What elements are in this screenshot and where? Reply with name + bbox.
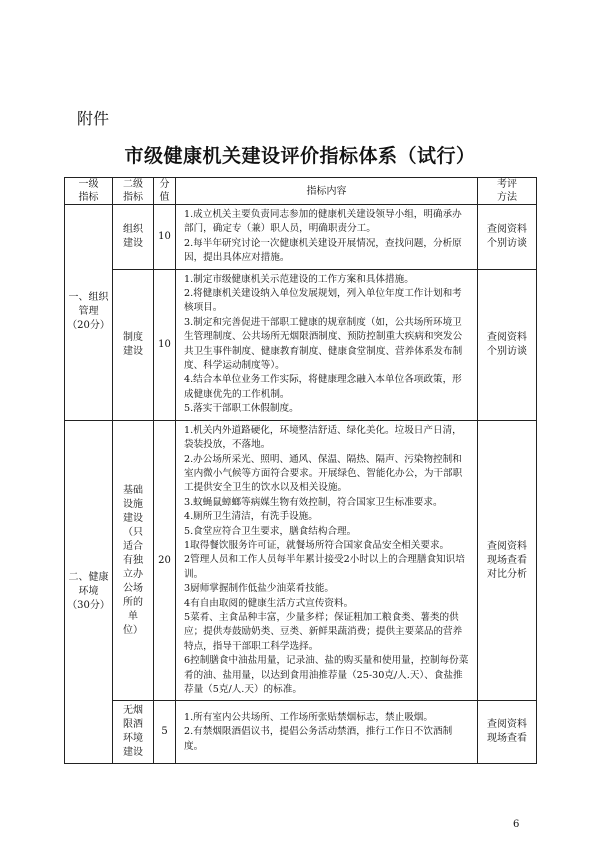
content-item: 2.将健康机关建设纳入单位发展规划，列入单位年度工作计划和考核项目。 [184, 288, 462, 314]
level2-cell: 无烟 限酒 环境 建设 [113, 701, 154, 764]
score-cell: 10 [154, 205, 176, 270]
content-item: 1.成立机关主要负责同志参加的健康机关建设领导小组，明确承办部门，确定专（兼）职人员，明确职责分工。 [184, 209, 462, 235]
content-cell [176, 420, 478, 701]
content-item: 1取得餐饮服务许可证，就餐场所符合国家食品安全相关要求。 [184, 539, 450, 551]
table-header-row [65, 178, 537, 205]
page-title: 市级健康机关建设评价指标体系（试行） [124, 145, 476, 167]
table-row [65, 269, 537, 420]
header-level1: 一级 指标 [65, 178, 113, 205]
content-item: 2.有禁烟限酒倡议书，提倡公务活动禁酒，推行工作日不饮酒制度。 [184, 726, 453, 752]
table-row [65, 205, 537, 270]
content-item: 2.每半年研究讨论一次健康机关建设开展情况，查找问题，分析原因，提出具体应对措施。 [184, 237, 462, 264]
content-item: 3厨师掌握制作低盐少油菜肴技能。 [184, 583, 335, 595]
method-cell: 查阅资料 个别访谈 [478, 269, 537, 420]
table-row [65, 420, 537, 701]
method-cell: 查阅资料 现场查看 [478, 701, 537, 764]
page-number: 6 [513, 819, 520, 830]
score-cell: 10 [154, 269, 176, 420]
content-item: 5.食堂应符合卫生要求，膳食结构合理。 [184, 525, 357, 537]
level2-cell: 组织 建设 [113, 205, 154, 270]
method-cell: 查阅资料 现场查看 对比分析 [478, 420, 537, 701]
content-cell [176, 269, 478, 420]
content-item: 1.制定市级健康机关示范建设的工作方案和具体措施。 [184, 273, 414, 285]
method-cell: 查阅资料 个别访谈 [478, 205, 537, 270]
content-item: 4.厕所卫生清洁，有洗手设施。 [184, 511, 318, 523]
content-item: 2.办公场所采光、照明、通风、保温、隔热、隔声、污染物控制和室内微小气候等方面符合要求。开展绿色、智能化办公，为干部职工提供安全卫生的饮水以及相关设施。 [184, 453, 463, 494]
content-item: 1.所有室内公共场所、工作场所张贴禁烟标志，禁止吸烟。 [184, 711, 433, 723]
header-content: 指标内容 [176, 178, 478, 205]
content-item: 3.制定和完善促进干部职工健康的规章制度（如，公共场所环境卫生管理制度、公共场所无烟限酒制度、预防控制重大疾病和突发公共卫生事件制度、健康教育制度、健康食堂制度、营养体系发布制度、科学运动制度等）。 [184, 316, 463, 372]
content-cell [176, 701, 478, 764]
content-cell [176, 205, 478, 270]
indicator-table [64, 177, 537, 764]
content-item: 4有自由取阅的健康生活方式宣传资料。 [184, 597, 354, 609]
score-cell: 20 [154, 420, 176, 701]
score-cell: 5 [154, 701, 176, 764]
content-item: 2管理人员和工作人员每半年累计接受2小时以上的合理膳食知识培训。 [184, 554, 465, 580]
header-level2: 二级 指标 [113, 178, 154, 205]
content-item: 6控制膳食中油盐用量，记录油、盐的购买量和使用量，控制每份菜肴的油、盐用量，以达到食用油推荐量（25-30克/人.天）、食盐推荐量（5克/人.天）的标准。 [184, 655, 469, 695]
header-score: 分 值 [154, 178, 176, 205]
header-method: 考评 方法 [478, 178, 537, 205]
level1-cell: 二、健康 环境 （30分） [65, 420, 113, 764]
content-item: 5菜肴、主食品种丰富，少量多样；保证粗加工粮食类、薯类的供应；提供寿鼓励奶类、豆类、新鲜果蔬消费；提供主要菜品的营养特点，指导干部职工科学选择。 [184, 611, 463, 652]
level1-cell: 一、组织 管理 （20分） [65, 205, 113, 421]
content-item: 4.结合本单位业务工作实际，将健康理念融入本单位各项政策，形成健康优先的工作机制。 [184, 374, 462, 400]
attachment-label: 附件 [77, 109, 110, 128]
table-row [65, 701, 537, 764]
level2-cell: 基础 设施 建设 （只 适合 有独 立办 公场 所的 单 位） [113, 420, 154, 701]
content-item: 1.机关内外道路硬化，环境整洁舒适、绿化美化。垃圾日产日清，袋装投放，不落地。 [184, 424, 462, 451]
level2-cell: 制度 建设 [113, 269, 154, 420]
content-item: 5.落实干部职工休假制度。 [184, 403, 299, 415]
content-item: 3.蚊蝇鼠蟑螂等病媒生物有效控制，符合国家卫生标准要求。 [184, 496, 443, 508]
